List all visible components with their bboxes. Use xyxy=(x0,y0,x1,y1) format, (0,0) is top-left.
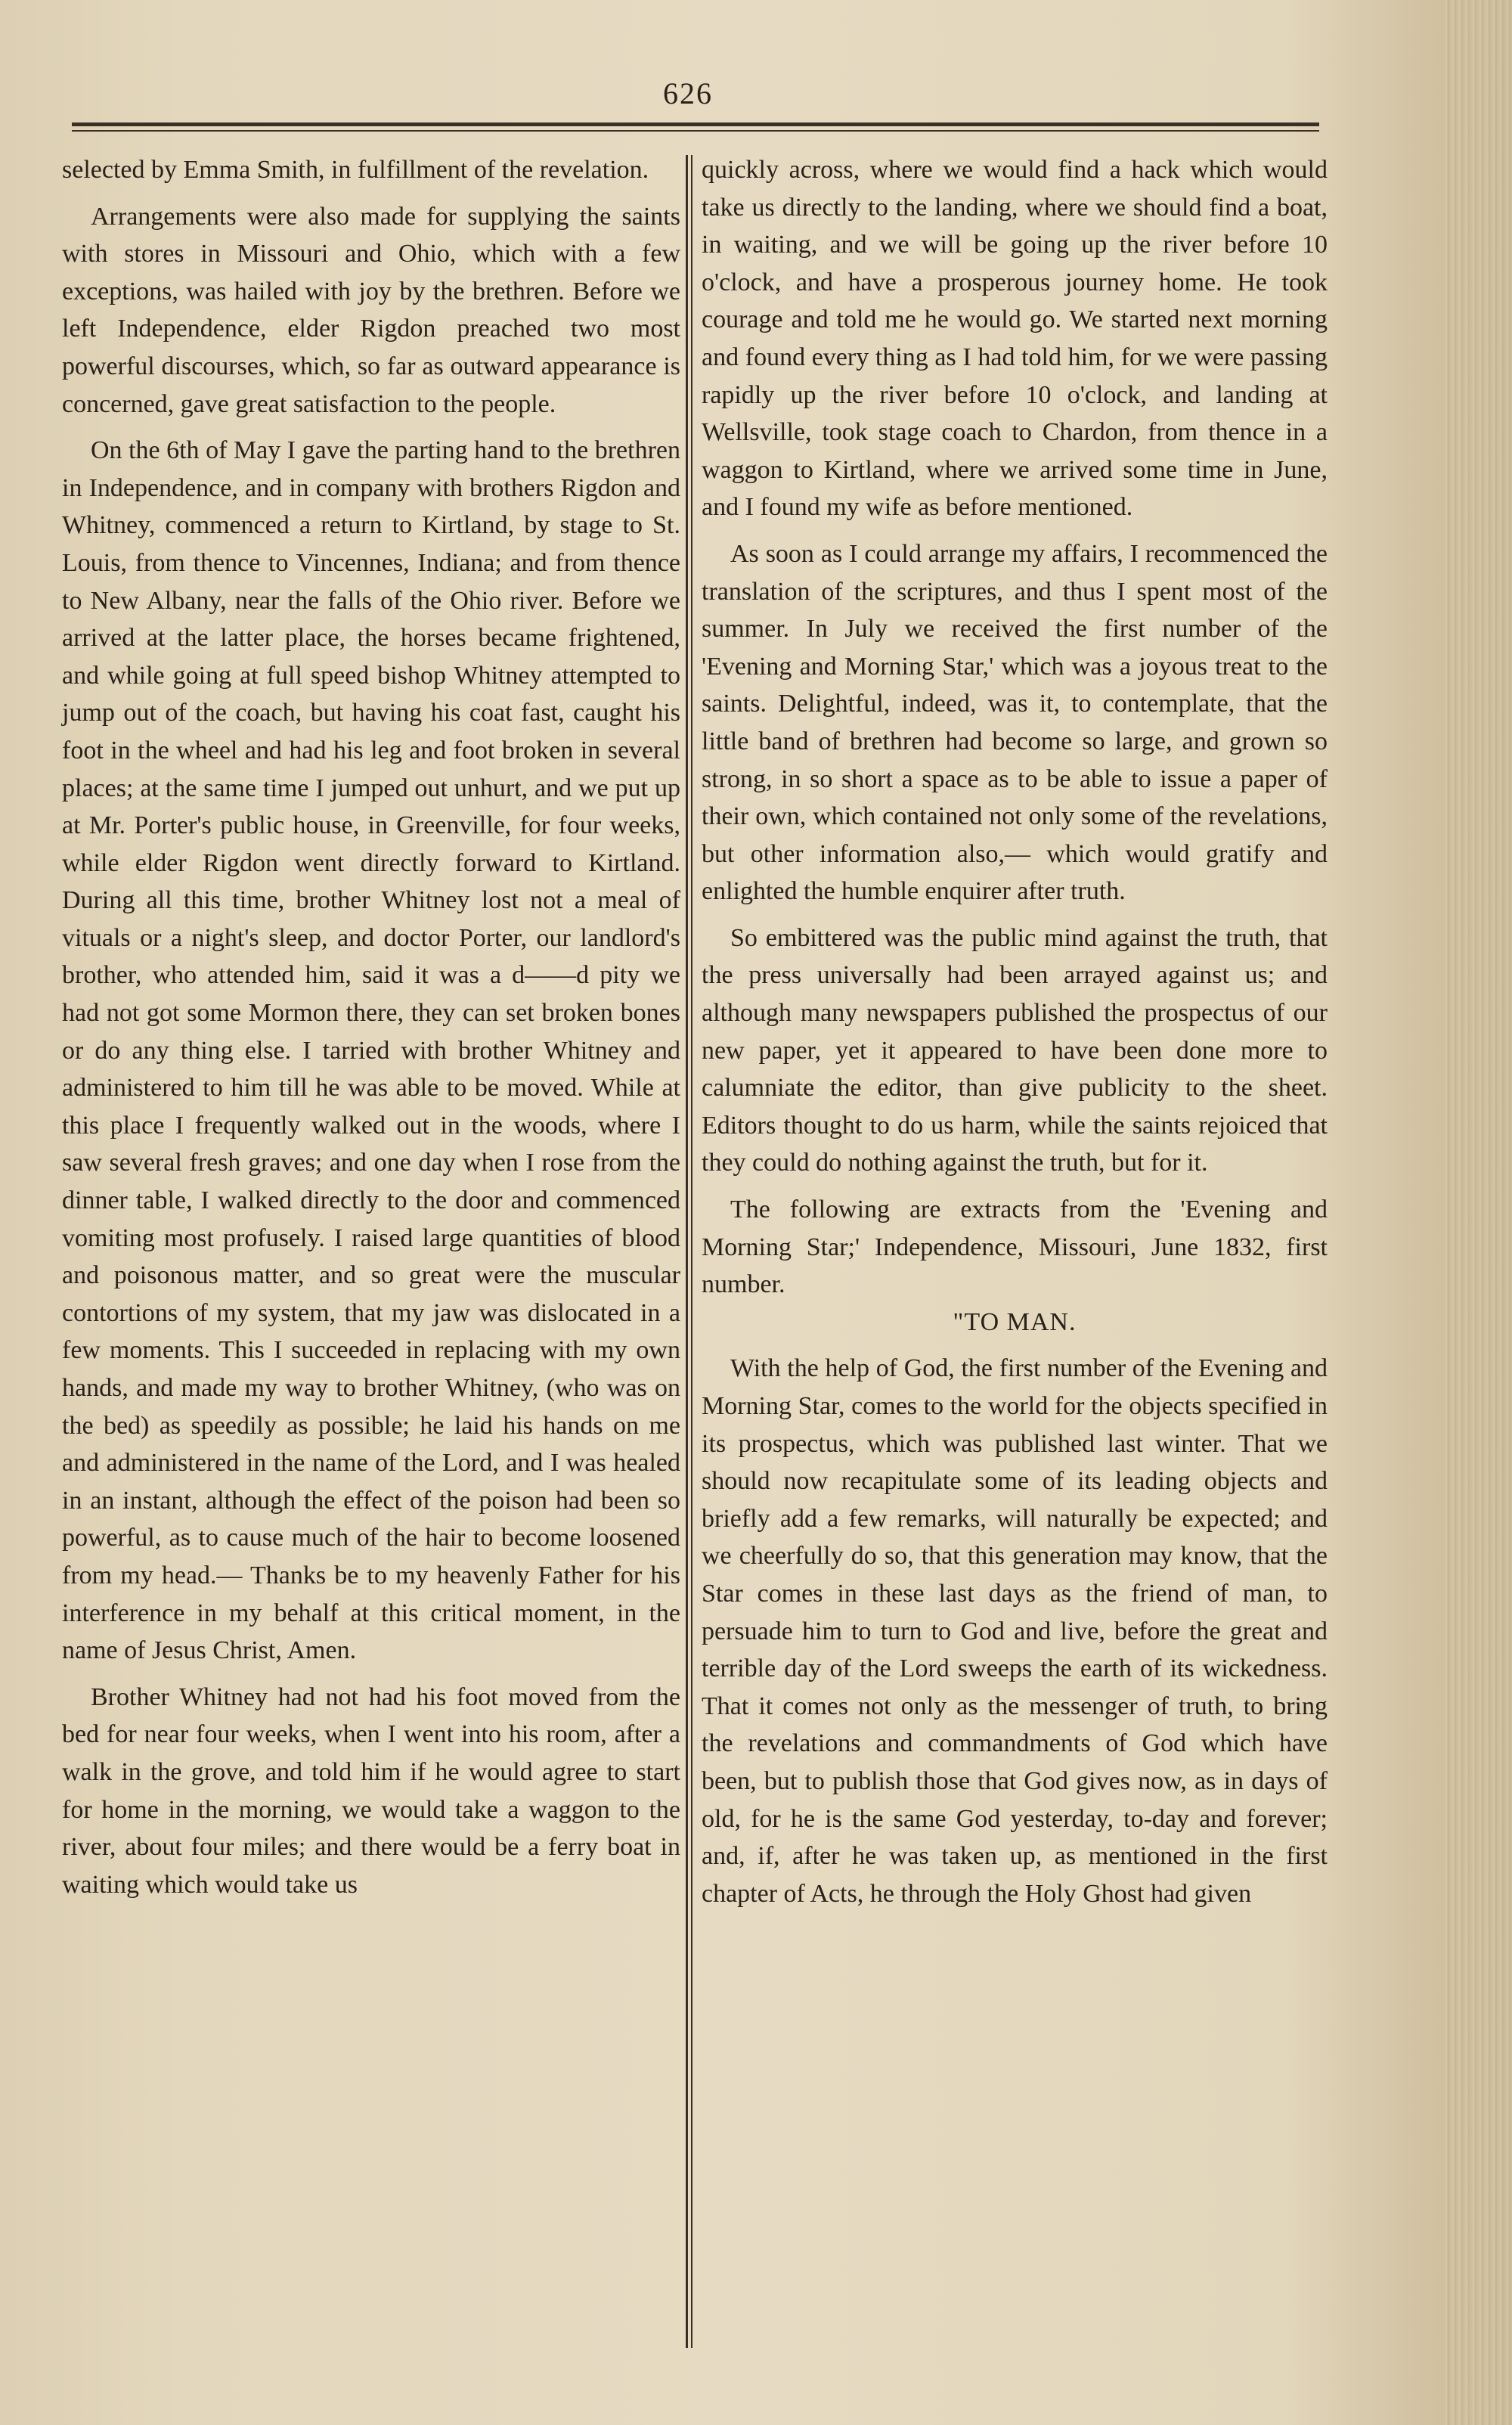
paragraph: So embittered was the public mind against the truth, that the press universally had been arrayed against us; and although many newspapers published the prospectus of our new paper, yet it appeared to have been done more to calumniate the editor, than give publicity to the sheet. Editors thought to do us harm, while the saints rejoiced that they could do nothing against the truth, but for it. xyxy=(702,923,1328,1177)
section-heading: "TO MAN. xyxy=(953,1307,1077,1336)
paragraph: With the help of God, the first number of the Evening and Morning Star, comes to the world for the objects specified in its prospectus, which was published last winter. That we should now recapitulate some of its leading objects and briefly add a few remarks, will naturally be expected; and we cheerfully do so, that this generation may know, that the Star comes in these last days as the friend of man, to persuade him to turn to God and live, before the great and terrible day of the Lord sweeps the earth of its wickedness. That it comes not only as the messenger of truth, to bring the revelations and commandments of God which have been, but to publish those that God gives now, as in days of old, for he is the same God yesterday, to-day and forever; and, if, after he was taken up, as mentioned in the first chapter of Acts, he through the Holy Ghost had given xyxy=(702,1354,1328,1908)
paragraph: On the 6th of May I gave the parting hand to the brethren in Independence, and in company with brothers Rigdon and Whitney, commenced a return to Kirtland, by stage to St. Louis, from thence to Vincennes, Indiana; and from thence to New Albany, near the falls of the Ohio river. Before we arrived at the latter place, the horses became frightened, and while going at full speed bishop Whitney attempted to jump out of the coach, but having his coat fast, caught his foot in the wheel and had his leg and foot broken in several places; at the same time I jumped out unhurt, and we put up at Mr. Porter's public house, in Greenville, for four weeks, while elder Rigdon went directly forward to Kirtland. During all this time, brother Whitney lost not a meal of vituals or a night's sleep, and doctor Porter, our landlord's brother, who attended him, said it was a d——d pity we had not got some Mormon there, they can set broken bones or do any thing else. I tarried with brother Whitney and administered to him till he was able to be moved. While at this place I frequently walked out in the woods, where I saw several fresh graves; and one day when I rose from the dinner table, I walked directly to the door and commenced vomiting most profusely. I raised large quantities of blood and poisonous matter, and so great were the muscular contortions of my system, that my jaw was dislocated in a few moments. This I succeeded in replacing with my own hands, and made my way to brother Whitney, (who was on the bed) as speedily as possible; he laid his hands on me and administered in the name of the Lord, and I was healed in an instant, although the effect of the poison had been so powerful, as to cause much of the hair to become loosened from my head.— Thanks be to my heavenly Father for his interference in my behalf at this critical moment, in the name of Jesus Christ, Amen. xyxy=(62,436,680,1665)
paragraph: As soon as I could arrange my affairs, I recommenced the translation of the scriptures, and thus I spent most of the summer. In July we received the first number of the 'Evening and Morning Star,' which was a joyous treat to the saints. Delightful, indeed, was it, to contemplate, that the little band of brethren had become so large, and grown so strong, in so short a space as to be able to issue a paper of their own, which contained not only some of the revelations, but other information also,— which would gratify and enlighted the humble enquirer after truth. xyxy=(702,539,1328,906)
paragraph: quickly across, where we would find a hack which would take us directly to the landing, where we should find a boat, in waiting, and we will be going up the river before 10 o'clock, and have a prosperous journey home. He took courage and told me he would go. We started next morning and found every thing as I had told him, for we were passing rapidly up the river before 10 o'clock, and landing at Wellsville, took stage coach to Chardon, from thence in a waggon to Kirtland, where we arrived some time in June, and I found my wife as before mentioned. xyxy=(702,156,1328,522)
left-column xyxy=(62,151,680,1903)
column-divider xyxy=(686,155,688,2348)
page-number: 626 xyxy=(663,76,713,110)
paragraph: selected by Emma Smith, in fulfillment of the revelation. xyxy=(62,156,649,184)
right-column xyxy=(702,151,1328,1912)
column-divider-inner xyxy=(691,155,692,2348)
paragraph: Brother Whitney had not had his foot moved from the bed for near four weeks, when I went into his room, after a walk in the grove, and told him if he would agree to start for home in the morning, we would take a waggon to the river, about four miles; and there would be a ferry boat in waiting which would take us xyxy=(62,1682,680,1899)
header-rule xyxy=(72,122,1319,126)
paragraph: The following are extracts from the 'Evening and Morning Star;' Independence, Missouri, June 1832, first number. xyxy=(702,1195,1328,1299)
header-rule-thin xyxy=(72,130,1319,132)
paragraph: Arrangements were also made for supplying the saints with stores in Missouri and Ohio, which with a few exceptions, was hailed with joy by the brethren. Before we left Independence, elder Rigdon preached two most powerful discourses, which, so far as outward appearance is concerned, gave great satisfaction to the people. xyxy=(62,202,680,418)
page-edge xyxy=(1444,0,1512,2425)
